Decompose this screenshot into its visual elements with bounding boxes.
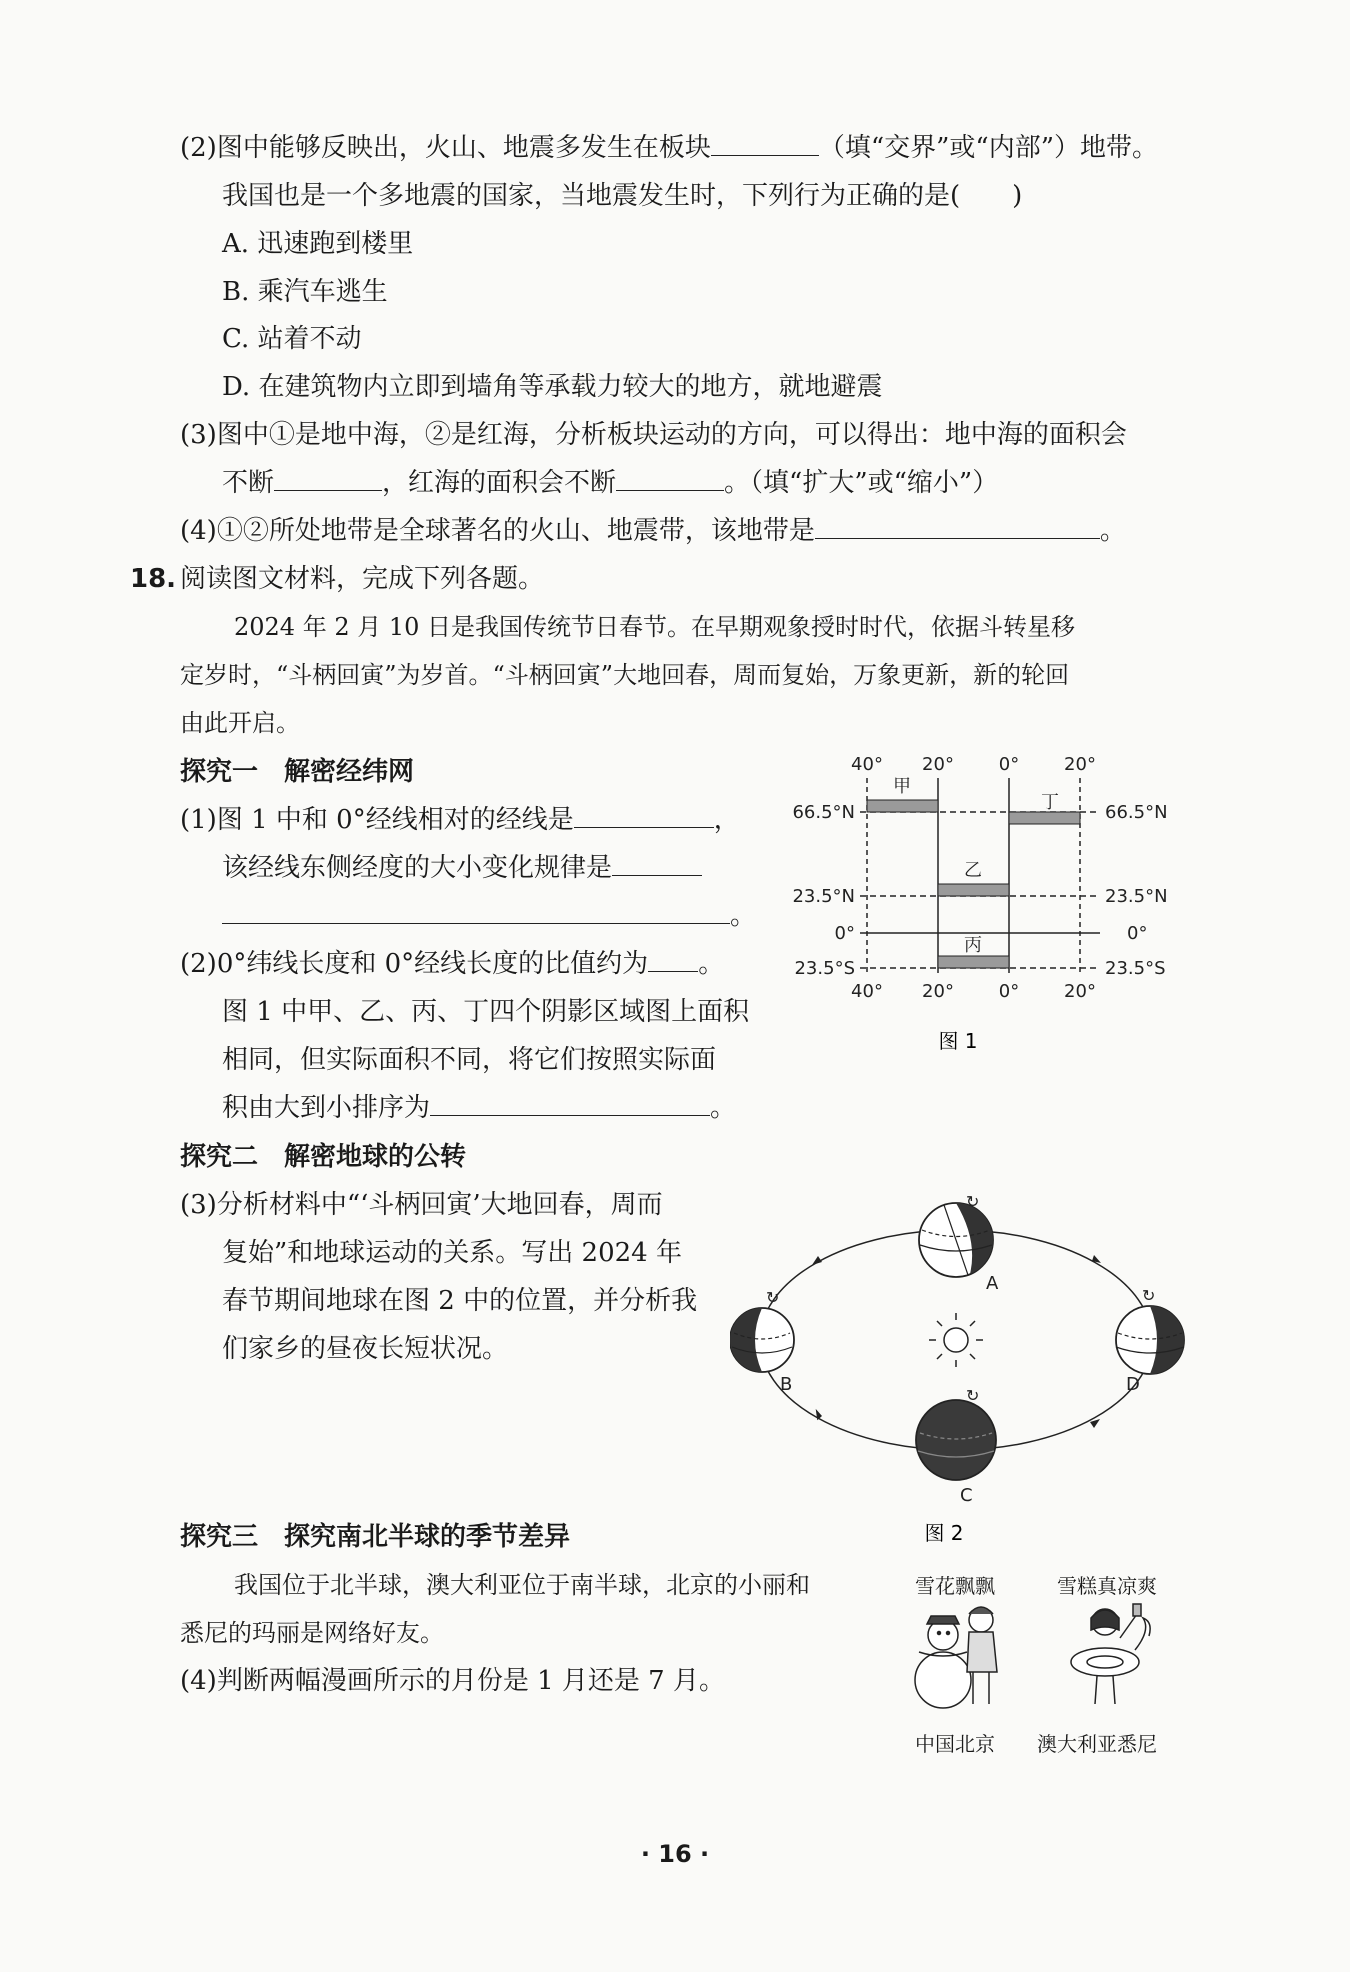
region-bing [938,956,1009,968]
s1-q1-line1: (1)图 1 中和 0°经线相对的经线是 ， [180,805,740,835]
s1-q1-line2: 该经线东侧经度的大小变化规律是 [222,851,702,885]
section-heading-3: 探究三 探究南北半球的季节差异 [180,1522,571,1552]
answer-blank[interactable] [616,468,724,491]
page-number: · 16 · [640,1840,710,1868]
label-ding: 丁 [1041,792,1059,813]
position-a-label: A [986,1273,999,1294]
s2-q3-line2: 复始”和地球运动的关系。写出 2024 年 [222,1238,682,1268]
comic-left-location: 中国北京 [915,1732,995,1756]
answer-blank[interactable] [222,901,730,924]
answer-blank[interactable] [274,468,382,491]
lat-left-0: 0° [834,923,855,944]
q17-part3-line1: (3)图中①是地中海，②是红海，分析板块运动的方向，可以得出：地中海的面积会 [180,420,1127,450]
girl-swim-comic-icon [1071,1604,1150,1704]
lat-right-0: 0° [1127,923,1148,944]
comic-right-location: 澳大利亚悉尼 [1037,1732,1157,1756]
s3-text-line2: 悉尼的玛丽是网络好友。 [180,1619,444,1647]
s1-q2-line4: 积由大到小排序为 。 [222,1093,737,1123]
s1-q1-line3: 。 [222,899,756,933]
lon-top-40: 40° [851,754,883,775]
earth-d-icon [1116,1286,1184,1374]
s2-q3-line3: 春节期间地球在图 2 中的位置，并分析我 [222,1286,698,1316]
position-d-label: D [1126,1374,1140,1395]
question-number: 18. [130,564,177,594]
option-b[interactable]: B. 乘汽车逃生 [222,277,388,307]
lat-left-23s: 23.5°S [794,958,855,979]
sun-icon [929,1313,983,1367]
section-heading-2: 探究二 解密地球的公转 [180,1142,467,1172]
answer-blank[interactable] [574,805,714,828]
position-c-label: C [960,1485,973,1506]
s3-text-line1: 我国位于北半球，澳大利亚位于南半球，北京的小丽和 [234,1571,810,1599]
s1-q2-line1: (2)0°纬线长度和 0°经线长度的比值约为 。 [180,949,725,979]
label-jia: 甲 [893,776,911,797]
comic-right-caption: 雪糕真凉爽 [1057,1574,1157,1598]
s1-q2-line2: 图 1 中甲、乙、丙、丁四个阴影区域图上面积 [222,997,750,1027]
intro-line-3: 由此开启。 [180,709,300,737]
lat-left-66n: 66.5°N [792,802,855,823]
q17-part2-line2: 我国也是一个多地震的国家，当地震发生时，下列行为正确的是( ) [222,181,1023,211]
q17-part2-line1: (2)图中能够反映出，火山、地震多发生在板块 （填“交界”或“内部”）地带。 [180,133,1159,163]
intro-line-1: 2024 年 2 月 10 日是我国传统节日春节。在早期观象授时时代，依据斗转星移 [234,613,1076,641]
section-heading-1: 探究一 解密经纬网 [180,757,415,787]
figure-1-graticule [755,748,1195,1068]
option-d[interactable]: D. 在建筑物内立即到墙角等承载力较大的地方，就地避震 [222,372,883,402]
lon-bottom-0: 0° [998,981,1020,1002]
lon-top-0: 0° [998,754,1020,775]
region-jia [867,800,938,812]
comic-drawings [905,1600,1195,1715]
orbit-arrow-icon [812,1256,822,1265]
label-yi: 乙 [964,860,982,881]
question-title: 阅读图文材料，完成下列各题。 [180,564,545,594]
lon-bottom-20: 20° [922,981,954,1002]
q17-part4: (4)①②所处地带是全球著名的火山、地震带，该地带是 。 [180,516,1126,546]
figure-1-caption: 图 1 [938,1029,978,1053]
label-bing: 丙 [964,935,982,956]
lat-left-23n: 23.5°N [792,886,855,907]
svg-text:↻: ↻ [766,1288,780,1307]
lon-bottom-20e: 20° [1064,981,1096,1002]
orbit-arrow-icon [1090,1419,1100,1428]
intro-line-2: 定岁时，“斗柄回寅”为岁首。“斗柄回寅”大地回春，周而复始，万象更新，新的轮回 [180,661,1070,689]
lon-bottom-40: 40° [851,981,883,1002]
answer-blank[interactable] [648,949,698,972]
answer-blank[interactable] [815,516,1100,539]
lat-right-23s: 23.5°S [1105,958,1166,979]
comic-left-caption: 雪花飘飘 [915,1574,995,1598]
region-ding [1009,812,1080,824]
position-b-label: B [780,1374,793,1395]
season-comics [905,1560,1195,1760]
lat-right-23n: 23.5°N [1105,886,1168,907]
option-c[interactable]: C. 站着不动 [222,324,362,354]
earth-c-icon [916,1386,996,1480]
svg-text:↻: ↻ [1142,1286,1156,1305]
lon-top-20: 20° [922,754,954,775]
s2-q3-line1: (3)分析材料中“‘斗柄回寅’大地回春，周而 [180,1190,663,1220]
answer-blank[interactable] [430,1093,710,1116]
lon-top-20e: 20° [1064,754,1096,775]
earth-b-icon [730,1288,794,1372]
figure-2-orbit [730,1195,1190,1550]
snowman-comic-icon [915,1607,997,1708]
svg-text:↻: ↻ [966,1386,980,1405]
s2-q3-line4: 们家乡的昼夜长短状况。 [222,1334,509,1364]
figure-2-caption: 图 2 [924,1521,964,1545]
answer-blank[interactable] [612,853,702,876]
s1-q2-line3: 相同，但实际面积不同，将它们按照实际面 [222,1045,717,1075]
answer-blank[interactable] [711,133,819,156]
option-a[interactable]: A. 迅速跑到楼里 [222,229,414,259]
lat-right-66n: 66.5°N [1105,802,1168,823]
region-yi [938,884,1009,896]
earth-a-icon [919,1195,993,1277]
q17-part3-line2: 不断 ，红海的面积会不断 。（填“扩大”或“缩小”） [222,468,999,498]
s3-q4: (4)判断两幅漫画所示的月份是 1 月还是 7 月。 [180,1666,725,1696]
svg-text:↻: ↻ [966,1195,980,1211]
